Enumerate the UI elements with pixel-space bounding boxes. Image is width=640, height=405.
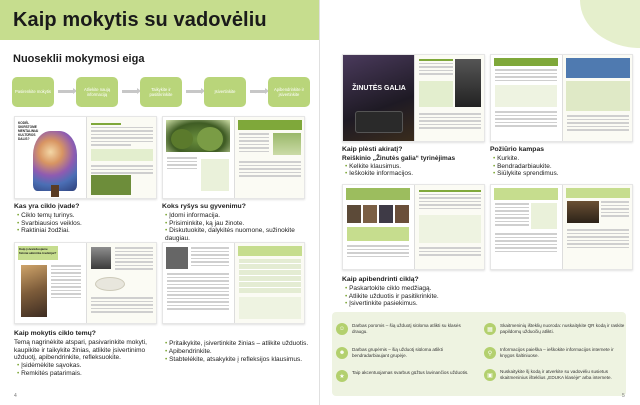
page-number: 4 [14,393,17,399]
flow-step: Pasirenkite mokytis [12,77,54,107]
page-number: 5 [622,393,625,399]
flow-step: Atliekite naują informaciją [76,77,118,107]
tree-illustration [33,131,77,191]
caption-practice: • Pritaikykite, įsivertinkite žinias – atlikite užduotis. • Apibendrinkite. • Stabtelėkite, atsakykite į refleksijos klausimus. [162,340,312,363]
legend-item: ⚲ Informacijos paieška – ieškokite informacijos internete ir knygos šaltiniuose. [484,347,626,359]
digital-resources-icon: ▣ [484,369,496,381]
textbook-spread-thumbnail [162,242,305,324]
legend-item: ☺ Darbas poromis – šią užduotį siūloma atlikti su klasės draugu. [336,323,476,335]
textbook-spread-thumbnail [14,242,157,324]
flow-step: Taikykite ir pasitikrinkite [140,77,182,107]
legend-item: ★ Taip akcentuojamas svarbus gūžtus lavinančios užduotis. [336,370,476,382]
caption-viewpoint: Požiūrio kampas • Kurkite. • Bendradarbiaukite. • Siūlykite sprendimus. [490,146,630,178]
spread-title: Kaip įsivaizduojame fiziniai akimirka tradicijai? [19,247,57,255]
textbook-spread-thumbnail [342,54,485,142]
corner-decoration [580,0,640,48]
spread-title: KODĖL SKIRSTOME MENTALINIAI KULTŪROS DALIS? [18,121,39,141]
pair-work-icon: ☺ [336,323,348,335]
textbook-spread-thumbnail [490,54,633,142]
caption-expand-horizons: Kaip plėsti akiratį? Reiškinio „Žinutės galia“ tyrinėjimas • Kelkite klausimus. • Ieškokite informacijos. [342,146,487,178]
key-skills-icon: ★ [336,370,348,382]
learning-flow [12,73,312,113]
flow-arrow [250,90,266,93]
flow-arrow [58,90,74,93]
textbook-spread-thumbnail [14,116,157,199]
page-header [0,0,330,40]
textbook-spread-thumbnail [162,116,305,199]
group-work-icon: ☻ [336,347,348,359]
caption-life-connection: Koks ryšys su gyvenimu? • Įdomi informacija. • Prisiminkite, ką jau žinote. • Diskutuokite, dalykitės nuomone, sužinokite daugiau. [162,203,312,243]
flow-arrow [122,90,138,93]
legend-item: ▣ Nuskaitykite šį kodą ir atverkite su vadovėliu susietus skaitmeninius išteklius „EDUKA klasėje“ arba internete. [484,369,626,381]
page-title: Kaip mokytis su vadovėliu [13,9,267,31]
qr-code-icon: ▦ [484,323,496,335]
flow-arrow [186,90,202,93]
textbook-spread-thumbnail [490,184,633,270]
legend-item: ☻ Darbas grupėmis – šią užduotį siūloma atlikti bendradarbiaujant grupėje. [336,347,476,359]
section-subtitle: Nuoseklii mokymosi eiga [13,53,145,65]
typewriter-illustration [355,111,403,133]
tree-trunk [51,185,59,197]
caption-summarize-cycle: Kaip apibendrinti ciklą? • Paskartokite ciklo medžiagą. • Atlikite užduotis ir pasitikrinkite. • Įsivertinkite pasiekimus. [342,276,502,308]
legend-item: ▦ Skaitmeninių išteklių nuoroda: nuskaitykite QR kodą ir raskite papildomų užduočių atlikti. [484,323,626,335]
search-icon: ⚲ [484,347,496,359]
flow-step: Apibendrinkite ir įsivertinkite [268,77,310,107]
caption-learning-topics: Kaip mokytis ciklo temų? Temą nagrinėkite atspari, pasivarinkite mokyti, kaupikite ir taikykite žinias, atlikite įsivertinimo užduotį, apibendrinkite, refleksuokite. • Įsidėmėkite sąvokas. • Remkitės patarimais. [14,330,164,378]
caption-intro: Kas yra ciklo įvade? • Ciklo temų turinys. • Svarbiausios veiklos. • Raktiniai žodžiai. [14,203,154,235]
spread-title: ŽINUTĖS GALIA [352,85,406,92]
textbook-spread-thumbnail [342,184,485,270]
flow-step: Įsivertinkite [204,77,246,107]
